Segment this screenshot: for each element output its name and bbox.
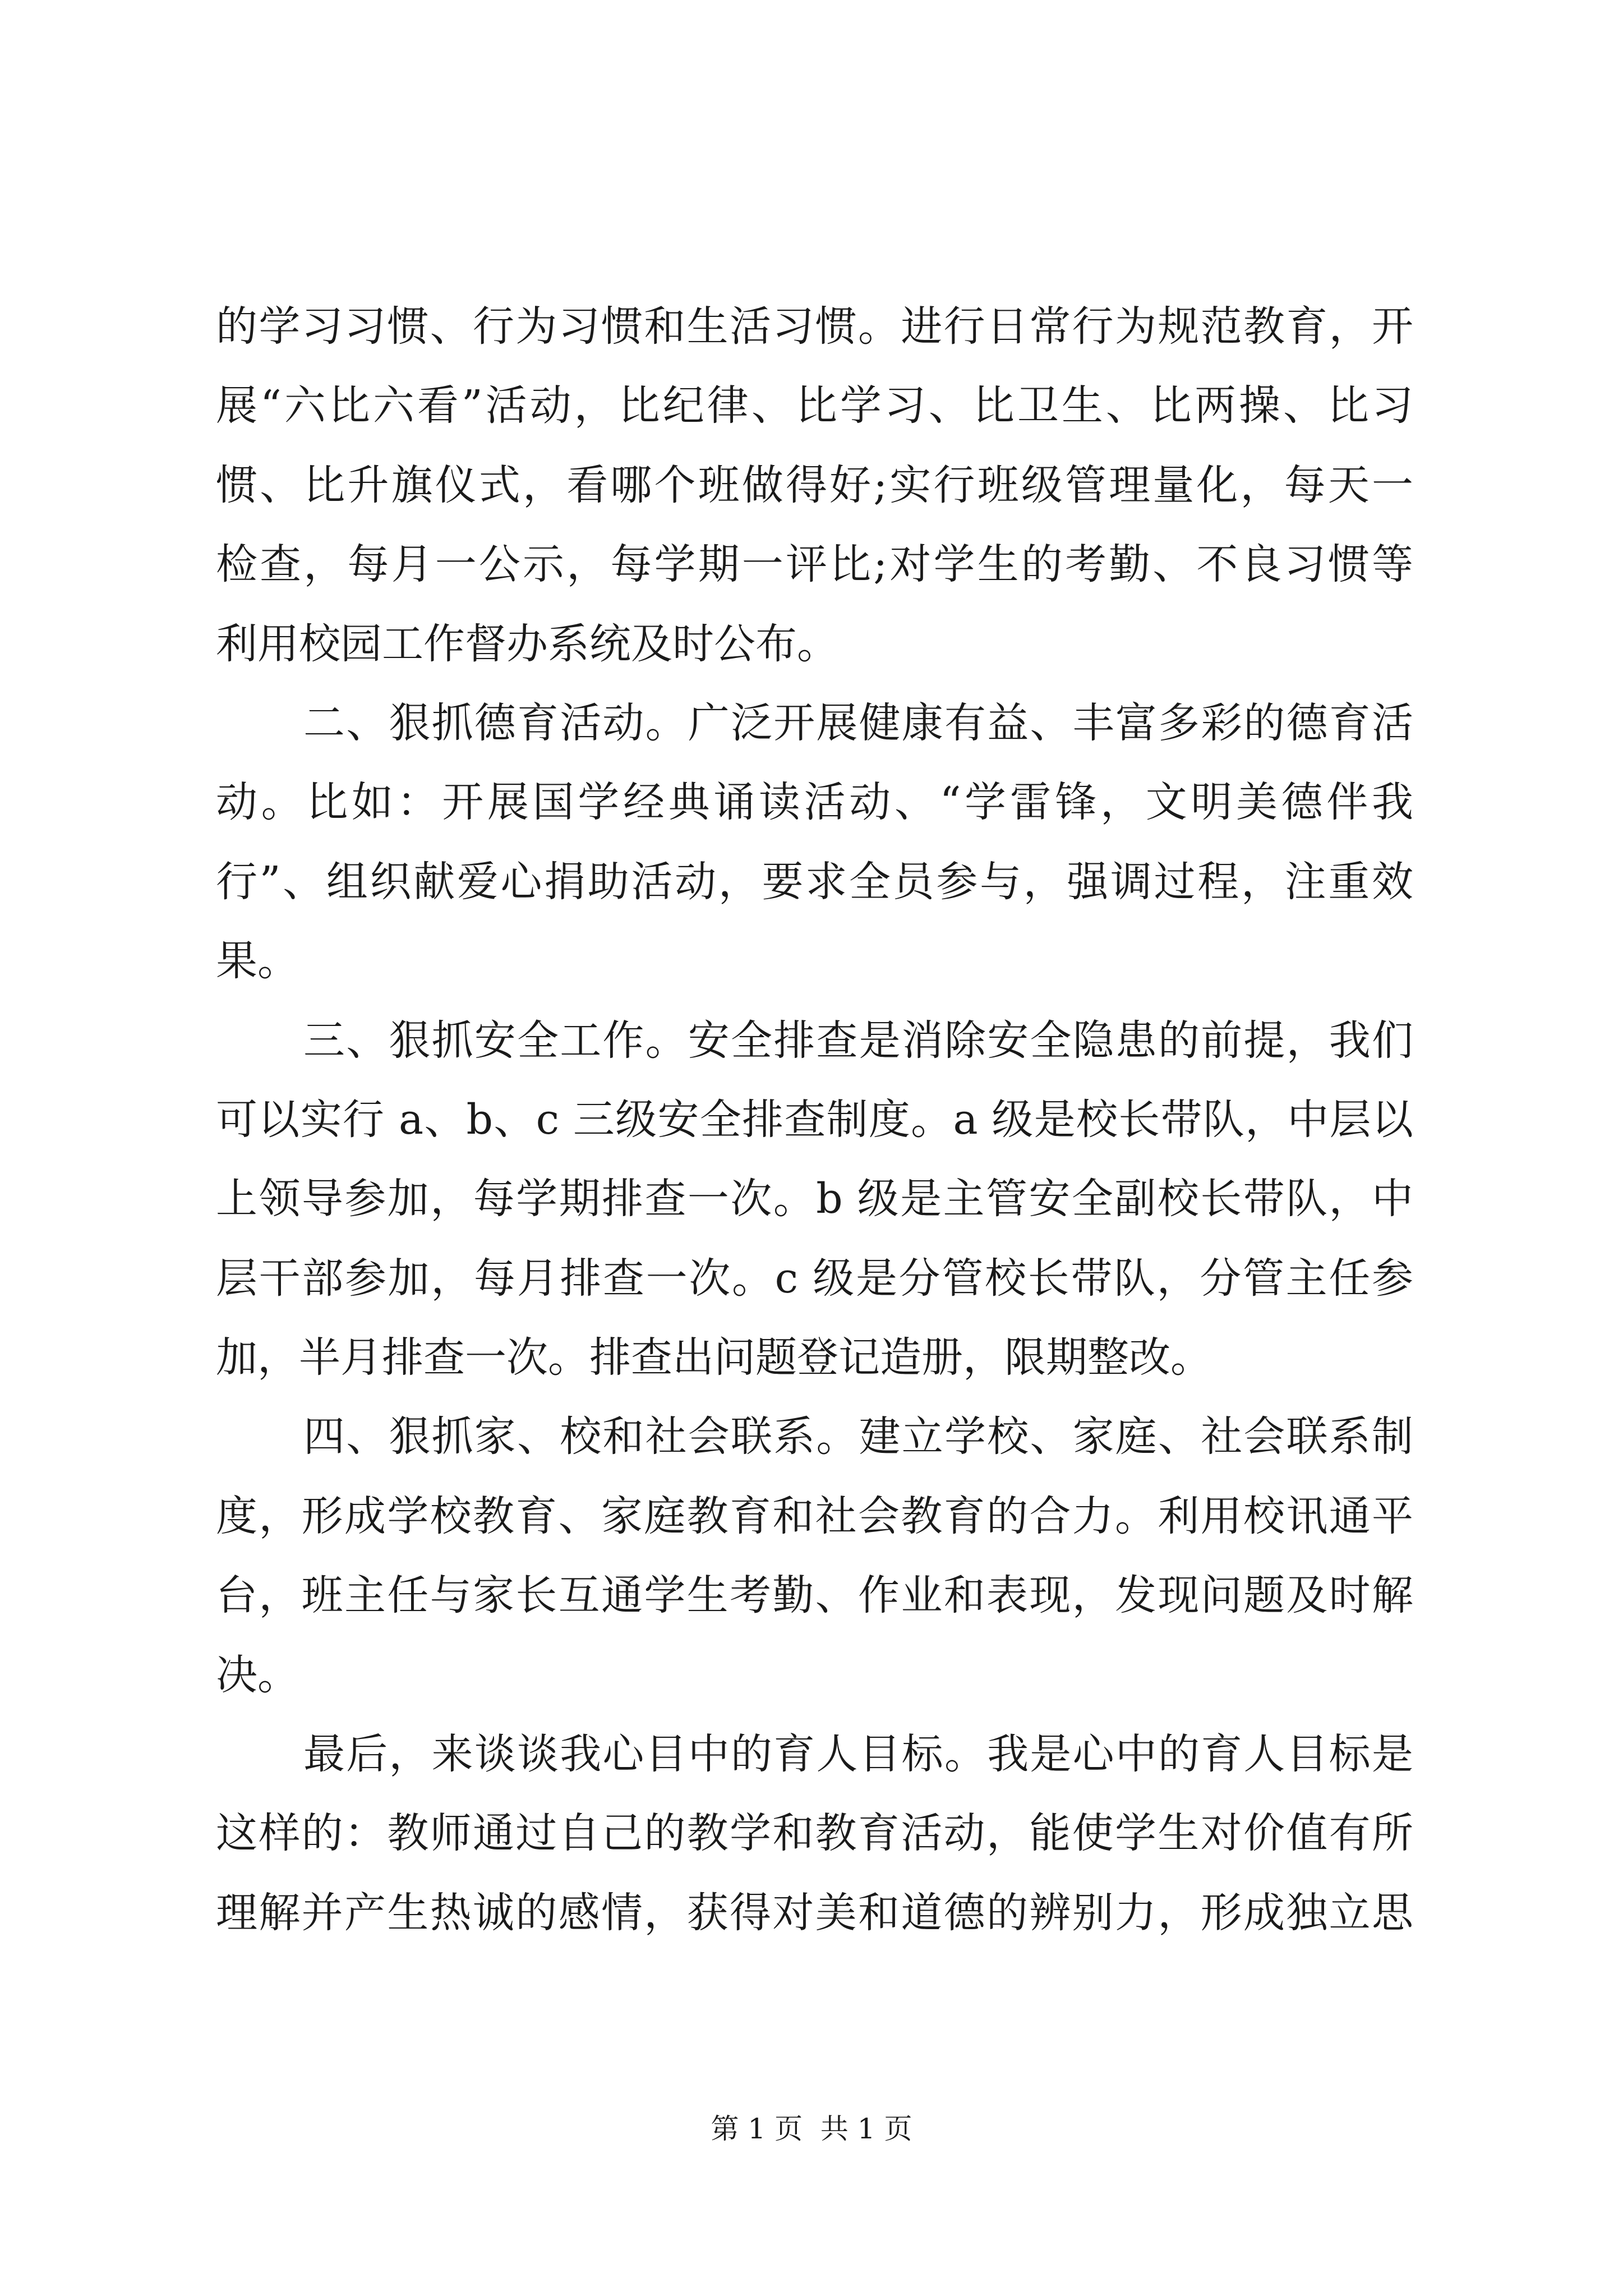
text-line: 动。比如：开展国学经典诵读活动、“学雷锋，文明美德伴我 — [216, 778, 1413, 827]
text-line: 检查，每月一公示，每学期一评比;对学生的考勤、不良习惯等 — [216, 540, 1413, 589]
text-line: 可以实行 a、b、c 三级安全排查制度。a 级是校长带队，中层以 — [216, 1095, 1413, 1144]
text-line: 惯、比升旗仪式，看哪个班做得好;实行班级管理量化，每天一 — [216, 461, 1413, 509]
text-line: 展“六比六看”活动，比纪律、比学习、比卫生、比两操、比习 — [216, 381, 1413, 430]
text-line: 层干部参加，每月排查一次。c 级是分管校长带队，分管主任参 — [216, 1254, 1413, 1303]
paragraph-safety-work — [216, 1001, 1413, 1398]
text-line: 行”、组织献爱心捐助活动，要求全员参与，强调过程，注重效 — [216, 857, 1413, 906]
text-line: 利用校园工作督办系统及时公布。 — [216, 619, 838, 668]
document-body — [216, 287, 1413, 1953]
paragraph-moral-activities — [216, 684, 1413, 1001]
text-line: 上领导参加，每学期排查一次。b 级是主管安全副校长带队，中 — [216, 1175, 1413, 1223]
text-line: 加，半月排查一次。排查出问题登记造册，限期整改。 — [216, 1333, 1212, 1382]
text-line: 四、狠抓家、校和社会联系。建立学校、家庭、社会联系制 — [303, 1412, 1413, 1461]
page-number-footer: 第 1 页 共 1 页 — [711, 2113, 912, 2145]
paragraph-habits-continued — [216, 287, 1413, 684]
text-line: 果。 — [216, 937, 299, 986]
paragraph-home-school-society — [216, 1397, 1413, 1715]
text-line: 理解并产生热诚的感情，获得对美和道德的辨别力，形成独立思 — [216, 1888, 1413, 1937]
text-line: 台，班主任与家长互通学生考勤、作业和表现，发现问题及时解 — [216, 1571, 1413, 1620]
text-line: 二、狠抓德育活动。广泛开展健康有益、丰富多彩的德育活 — [303, 698, 1413, 747]
text-line: 的学习习惯、行为习惯和生活习惯。进行日常行为规范教育，开 — [216, 302, 1413, 351]
paragraph-education-goal — [216, 1715, 1413, 1953]
text-line: 决。 — [216, 1650, 299, 1699]
text-line: 这样的：教师通过自己的教学和教育活动，能使学生对价值有所 — [216, 1809, 1413, 1858]
text-line: 最后，来谈谈我心目中的育人目标。我是心中的育人目标是 — [303, 1730, 1413, 1779]
text-line: 三、狠抓安全工作。安全排查是消除安全隐患的前提，我们 — [303, 1016, 1413, 1065]
text-line: 度，形成学校教育、家庭教育和社会教育的合力。利用校讯通平 — [216, 1492, 1413, 1540]
